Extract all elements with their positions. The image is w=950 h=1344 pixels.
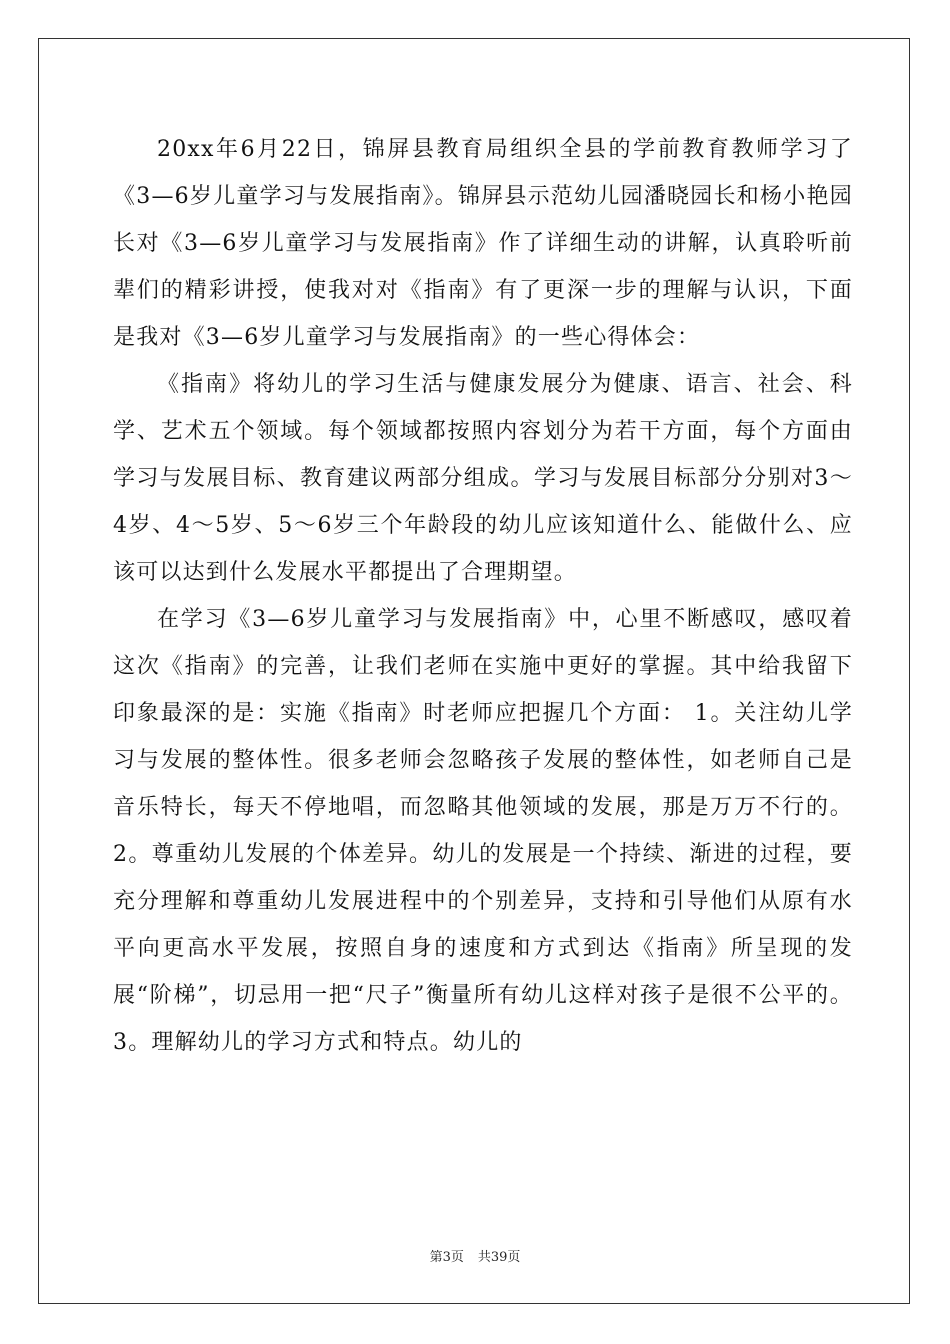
paragraph-reflection: 在学习《3—6岁儿童学习与发展指南》中，心里不断感叹，感叹着这次《指南》的完善，让我们老师在实施中更好的掌握。其中给我留下印象最深的是：实施《指南》时老师应把握几个方面： 1。关注幼儿学习与发展的整体性。很多老师会忽略孩子发展的整体性，如老师自己是音乐特长，每天不停地唱，而忽略其他领域的发展，那是万万不行的。2。尊重幼儿发展的个体差异。幼儿的发展是一个持续、渐进的过程，要充分理解和尊重幼儿发展进程中的个别差异，支持和引导他们从原有水平向更高水平发展，按照自身的速度和方式到达《指南》所呈现的发展“阶梯”，切忌用一把“尺子”衡量所有幼儿这样对孩子是很不公平的。3。理解幼儿的学习方式和特点。幼儿的 [113,607,853,1055]
paragraph-intro: 20xx年6月22日，锦屏县教育局组织全县的学前教育教师学习了《3—6岁儿童学习与发展指南》。锦屏县示范幼儿园潘晓园长和杨小艳园长对《3—6岁儿童学习与发展指南》作了详细生动的讲解，认真聆听前辈们的精彩讲授，使我对对《指南》有了更深一步的理解与认识，下面是我对《3—6岁儿童学习与发展指南》的一些心得体会： [113,137,853,350]
page-total: 共39页 [477,1250,521,1265]
page-number: 第3页 [429,1250,464,1265]
paragraph-guide-domains: 《指南》将幼儿的学习生活与健康发展分为健康、语言、社会、科学、艺术五个领域。每个领域都按照内容划分为若干方面，每个方面由学习与发展目标、教育建议两部分组成。学习与发展目标部分分别对3～4岁、4～5岁、5～6岁三个年龄段的幼儿应该知道什么、能做什么、应该可以达到什么发展水平都提出了合理期望。 [113,372,853,585]
document-body [113,126,853,1066]
page-footer [0,1246,950,1265]
